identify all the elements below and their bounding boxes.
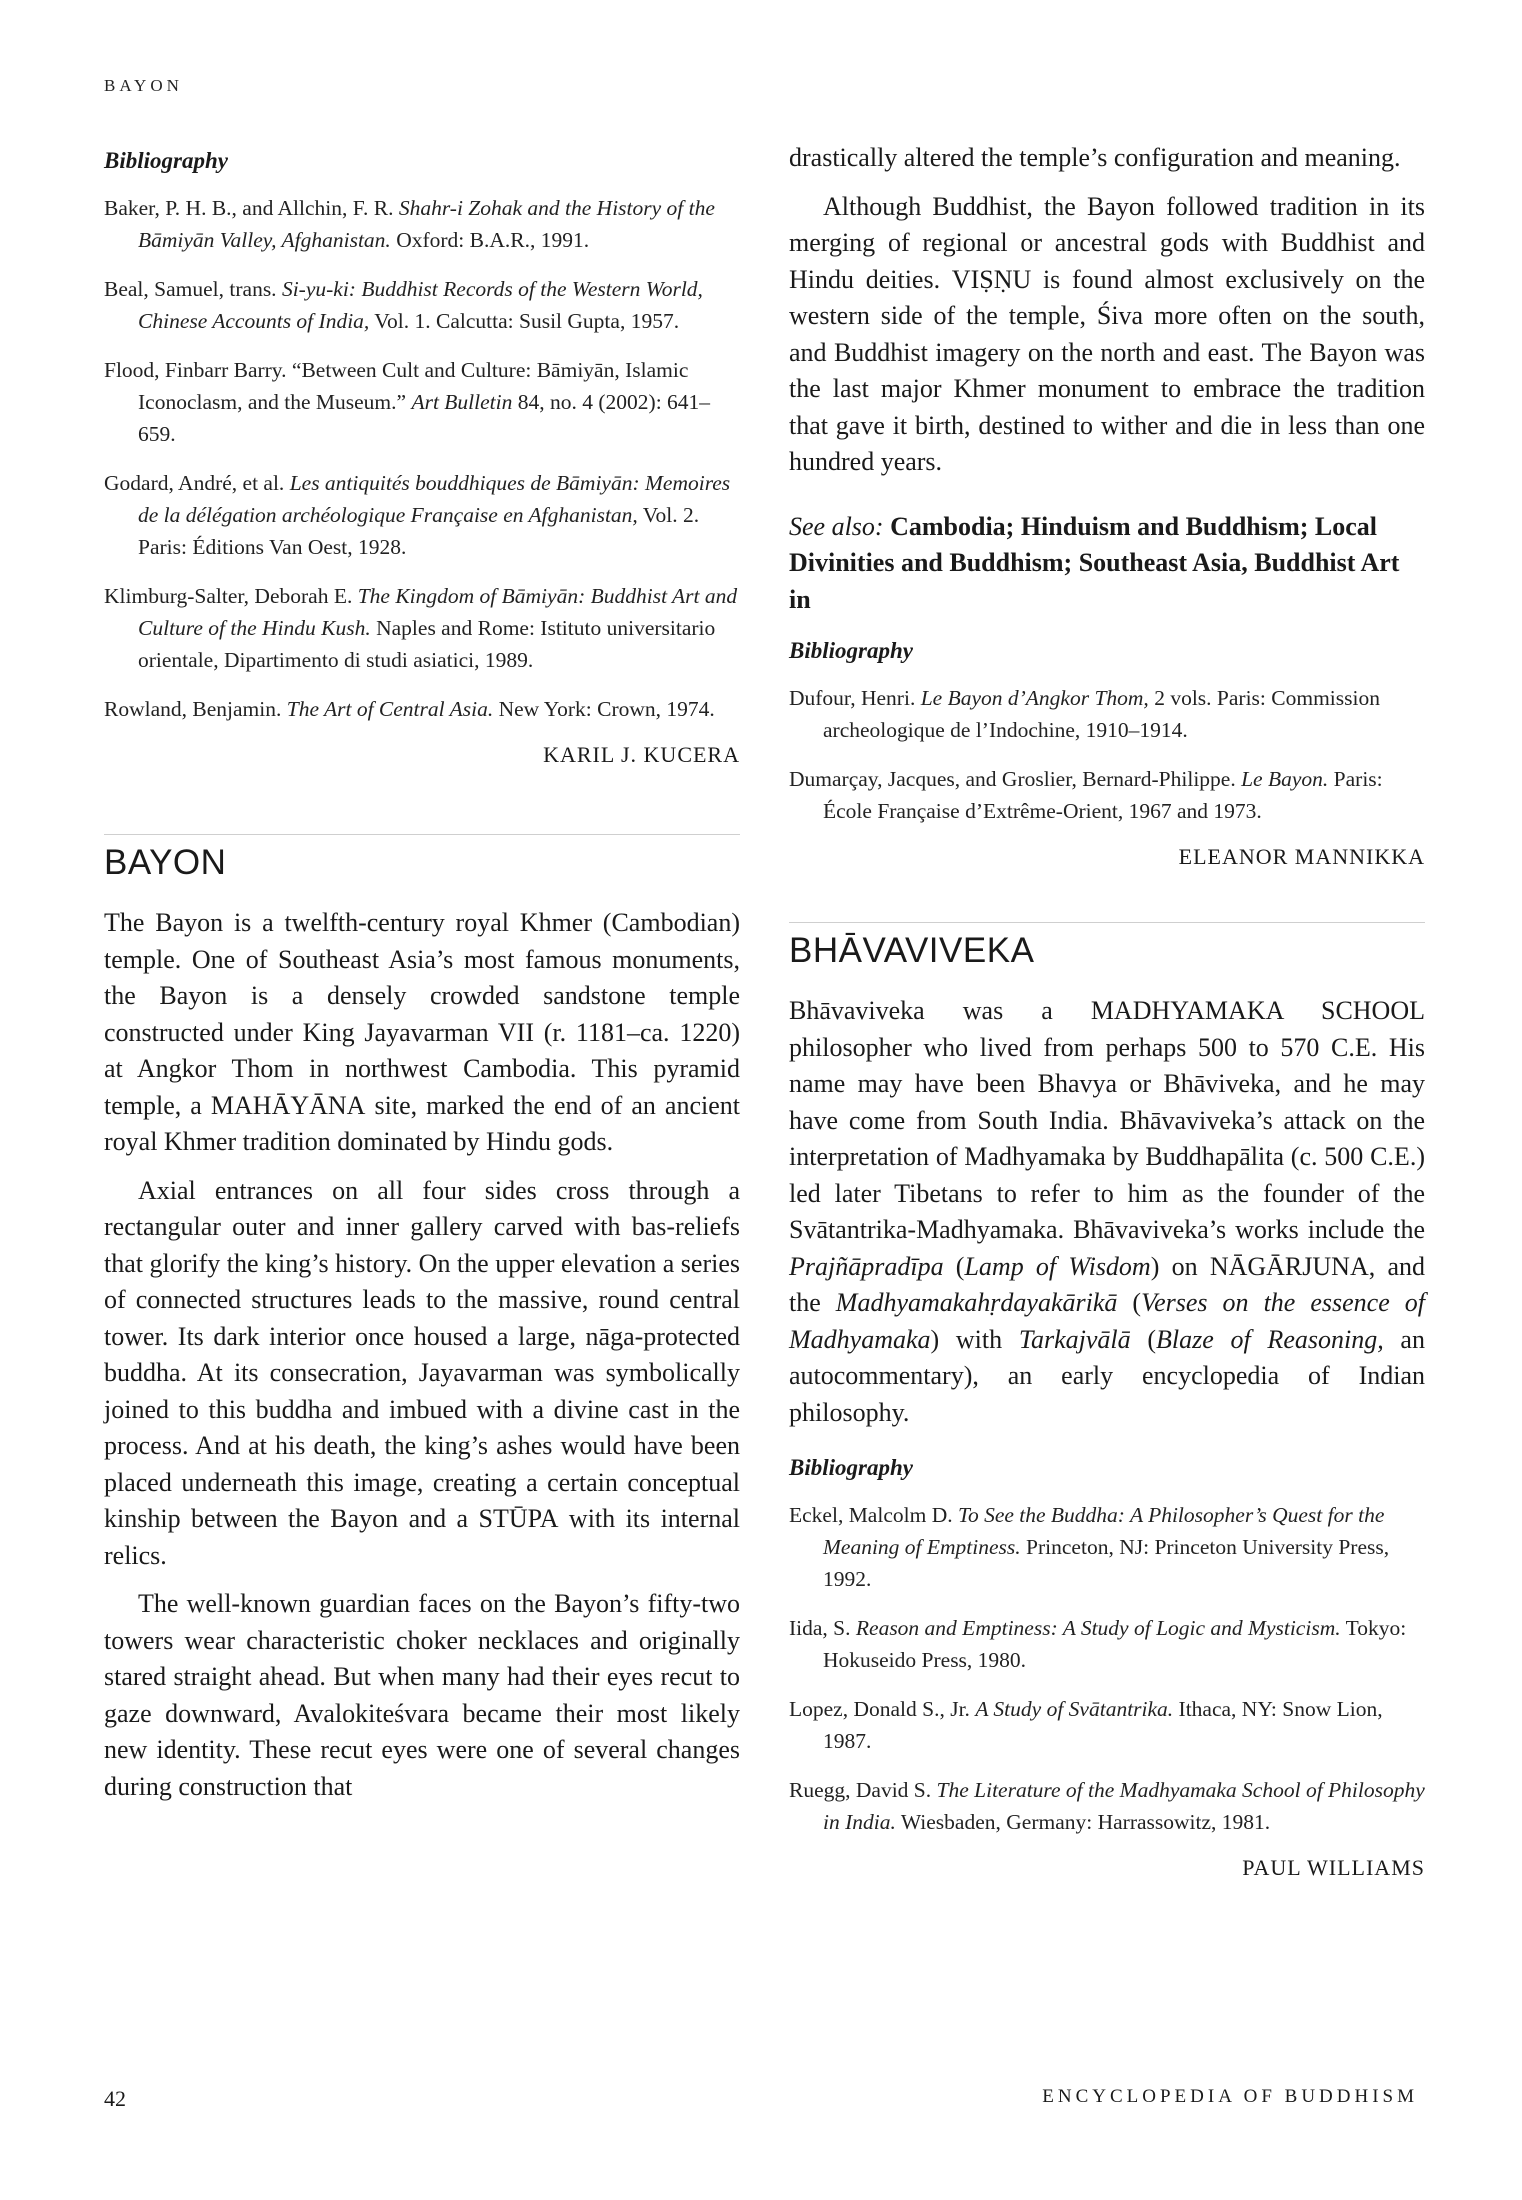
article-author: ELEANOR MANNIKKA xyxy=(1178,844,1425,869)
bib-entry: Dumarçay, Jacques, and Groslier, Bernard-Philippe. Le Bayon. Paris: École Française d’Extrême-Orient, 1967 and 1973. xyxy=(789,767,1383,823)
body-paragraph: Bhāvaviveka was a MADHYAMAKA SCHOOL philosopher who lived from perhaps 500 to 570 C.E. His name may have been Bhavya or Bhāviveka, and he may have come from South India. Bhāvaviveka’s attack on the interpretation of Madhyamaka by Buddhapālita (c. 500 C.E.) led later Tibetans to refer to him as the founder of the Svātantrika-Madhyamaka. Bhāvaviveka’s works include the Prajñāpradīpa (Lamp of Wisdom) on NĀGĀRJUNA, and the Madhyamakahṛdayakārikā (Verses on the essence of Madhyamaka) with Tarkajvālā (Blaze of Reasoning, an autocommentary), an early encyclopedia of Indian philosophy. xyxy=(789,996,1425,1427)
see-also: See also: Cambodia; Hinduism and Buddhism; Local Divinities and Buddhism; Southeast Asia, Buddhist Art in xyxy=(789,511,1400,614)
bib-entry: Baker, P. H. B., and Allchin, F. R. Shahr-i Zohak and the History of the Bāmiyān Valley, Afghanistan. Oxford: B.A.R., 1991. xyxy=(104,196,715,252)
running-head: BAYON xyxy=(104,76,183,95)
page-number: 42 xyxy=(104,2086,126,2111)
cross-reference: MADHYAMAKA SCHOOL xyxy=(1090,996,1425,1025)
cross-reference: NĀGĀRJUNA xyxy=(1209,1251,1369,1281)
left-column xyxy=(104,140,740,1817)
bibliography-heading: Bibliography xyxy=(789,1455,913,1480)
right-column xyxy=(789,140,1425,1881)
bib-entry: Beal, Samuel, trans. Si-yu-ki: Buddhist Records of the Western World, Chinese Accounts of India, Vol. 1. Calcutta: Susil Gupta, 1957. xyxy=(104,277,703,333)
cross-reference: VIṢṆU xyxy=(951,264,1032,294)
bib-entry: Rowland, Benjamin. The Art of Central Asia. New York: Crown, 1974. xyxy=(104,697,715,721)
bib-entry: Iida, S. Reason and Emptiness: A Study of Logic and Mysticism. Tokyo: Hokuseido Press, 1980. xyxy=(789,1616,1407,1672)
section-divider xyxy=(789,922,1425,923)
cross-reference: STŪPA xyxy=(478,1504,559,1533)
body-paragraph: The Bayon is a twelfth-century royal Khmer (Cambodian) temple. One of Southeast Asia’s most famous monuments, the Bayon is a densely crowded sandstone temple constructed under King Jayavarman VII (r. 1181–ca. 1220) at Angkor Thom in northwest Cambodia. This pyramid temple, a MAHĀYĀNA site, marked the end of an ancient royal Khmer tradition dominated by Hindu gods. xyxy=(104,908,740,1156)
body-paragraph: drastically altered the temple’s configuration and meaning. xyxy=(789,143,1401,172)
cross-reference: MAHĀYĀNA xyxy=(210,1090,366,1120)
article-author: KARIL J. KUCERA xyxy=(543,742,740,767)
section-divider xyxy=(104,834,740,835)
bib-entry: Ruegg, David S. The Literature of the Madhyamaka School of Philosophy in India. Wiesbaden, Germany: Harrassowitz, 1981. xyxy=(789,1778,1425,1834)
body-paragraph: Although Buddhist, the Bayon followed tradition in its merging of regional or ancestral gods with Buddhist and Hindu deities. VIṢṆU is found almost exclusively on the western side of the temple, Śiva more often on the south, and Buddhist imagery on the north and east. The Bayon was the last major Khmer monument to embrace the tradition that gave it birth, destined to wither and die in less than one hundred years. xyxy=(789,191,1425,476)
bibliography-heading: Bibliography xyxy=(104,148,228,173)
bib-entry: Klimburg-Salter, Deborah E. The Kingdom of Bāmiyān: Buddhist Art and Culture of the Hindu Kush. Naples and Rome: Istituto universitario orientale, Dipartimento di studi asiatici, 1989. xyxy=(104,584,738,672)
body-paragraph: Axial entrances on all four sides cross through a rectangular outer and inner gallery carved with bas-reliefs that glorify the king’s history. On the upper elevation a series of connected structures leads to the massive, round central tower. Its dark interior once housed a large, nāga-protected buddha. At its consecration, Jayavarman was symbolically joined to this buddha and imbued with a divine cast in the process. And at his death, the king’s ashes would have been placed underneath this image, creating a certain conceptual kinship between the Bayon and a STŪPA with its internal relics. xyxy=(104,1175,740,1570)
entry-title-bayon: BAYON xyxy=(104,843,227,882)
publication-title: ENCYCLOPEDIA OF BUDDHISM xyxy=(1042,2086,1418,2107)
bib-entry: Flood, Finbarr Barry. “Between Cult and Culture: Bāmiyān, Islamic Iconoclasm, and the Museum.” Art Bulletin 84, no. 4 (2002): 641–659. xyxy=(104,358,711,446)
bib-entry: Godard, André, et al. Les antiquités bouddhiques de Bāmiyān: Memoires de la délégation archéologique Française en Afghanistan, Vol. 2. Paris: Éditions Van Oest, 1928. xyxy=(104,471,731,559)
body-paragraph: The well-known guardian faces on the Bayon’s fifty-two towers wear characteristic choker necklaces and originally stared straight ahead. But when many had their eyes recut to gaze downward, Avalokiteśvara became their most likely new identity. These recut eyes were one of several changes during construction that xyxy=(104,1589,740,1801)
bibliography-heading: Bibliography xyxy=(789,638,913,663)
entry-title-bhavaviveka: BHĀVAVIVEKA xyxy=(789,931,1035,970)
bib-entry: Lopez, Donald S., Jr. A Study of Svātantrika. Ithaca, NY: Snow Lion, 1987. xyxy=(789,1697,1383,1753)
bib-entry: Dufour, Henri. Le Bayon d’Angkor Thom, 2 vols. Paris: Commission archeologique de l’Indochine, 1910–1914. xyxy=(789,686,1380,742)
bib-entry: Eckel, Malcolm D. To See the Buddha: A Philosopher’s Quest for the Meaning of Emptiness. Princeton, NJ: Princeton University Press, 1992. xyxy=(789,1503,1390,1591)
article-author: PAUL WILLIAMS xyxy=(1242,1855,1425,1880)
